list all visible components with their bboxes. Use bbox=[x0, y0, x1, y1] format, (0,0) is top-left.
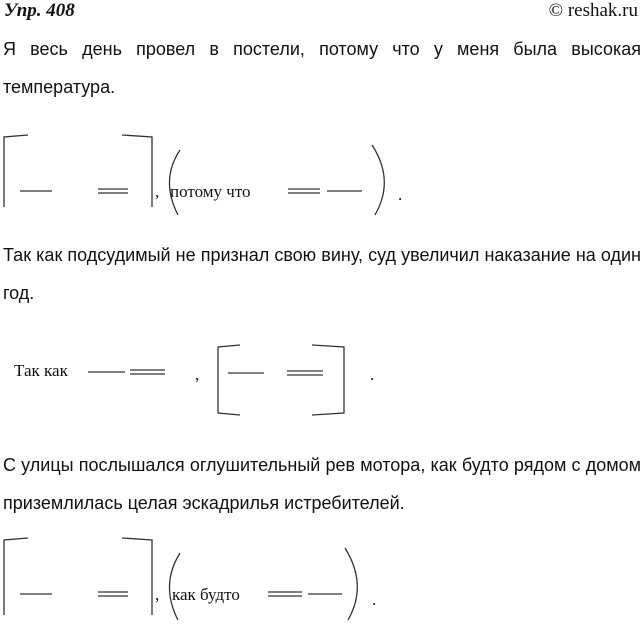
conjunction: как будто bbox=[172, 585, 240, 604]
sentence-1: Я весь день провел в постели, потому что у меня была высокая температура. bbox=[3, 39, 641, 97]
comma: , bbox=[195, 365, 200, 384]
conjunction: Так как bbox=[14, 361, 68, 380]
main-clause-bracket-right bbox=[122, 538, 152, 615]
comma: , bbox=[155, 585, 160, 604]
main-clause-bracket-left bbox=[4, 135, 28, 207]
sentence-2: Так как подсудимый не признал свою вину, суд увеличил наказание на один год. bbox=[3, 245, 641, 303]
comma: , bbox=[155, 182, 160, 201]
exercise-title: Упр. 408 bbox=[4, 0, 75, 21]
sub-clause-paren-right bbox=[372, 145, 384, 215]
scheme-2 bbox=[14, 345, 374, 415]
sub-clause-paren-right bbox=[345, 548, 357, 620]
period: . bbox=[372, 590, 377, 609]
scheme-1 bbox=[4, 135, 402, 215]
sentence-3: С улицы послышался оглушительный рев мотора, как будто рядом с домом приземлилась целая эскадрилья истребителей. bbox=[3, 455, 641, 513]
main-clause-bracket-right bbox=[122, 135, 152, 207]
main-clause-bracket-left bbox=[4, 538, 28, 615]
scheme-3 bbox=[4, 538, 376, 620]
period: . bbox=[370, 365, 375, 384]
conjunction: потому что bbox=[170, 182, 251, 201]
site-credit: © reshak.ru bbox=[548, 0, 638, 21]
main-clause-bracket-right bbox=[312, 345, 344, 415]
main-clause-bracket-left bbox=[218, 345, 240, 415]
period: . bbox=[398, 185, 403, 204]
